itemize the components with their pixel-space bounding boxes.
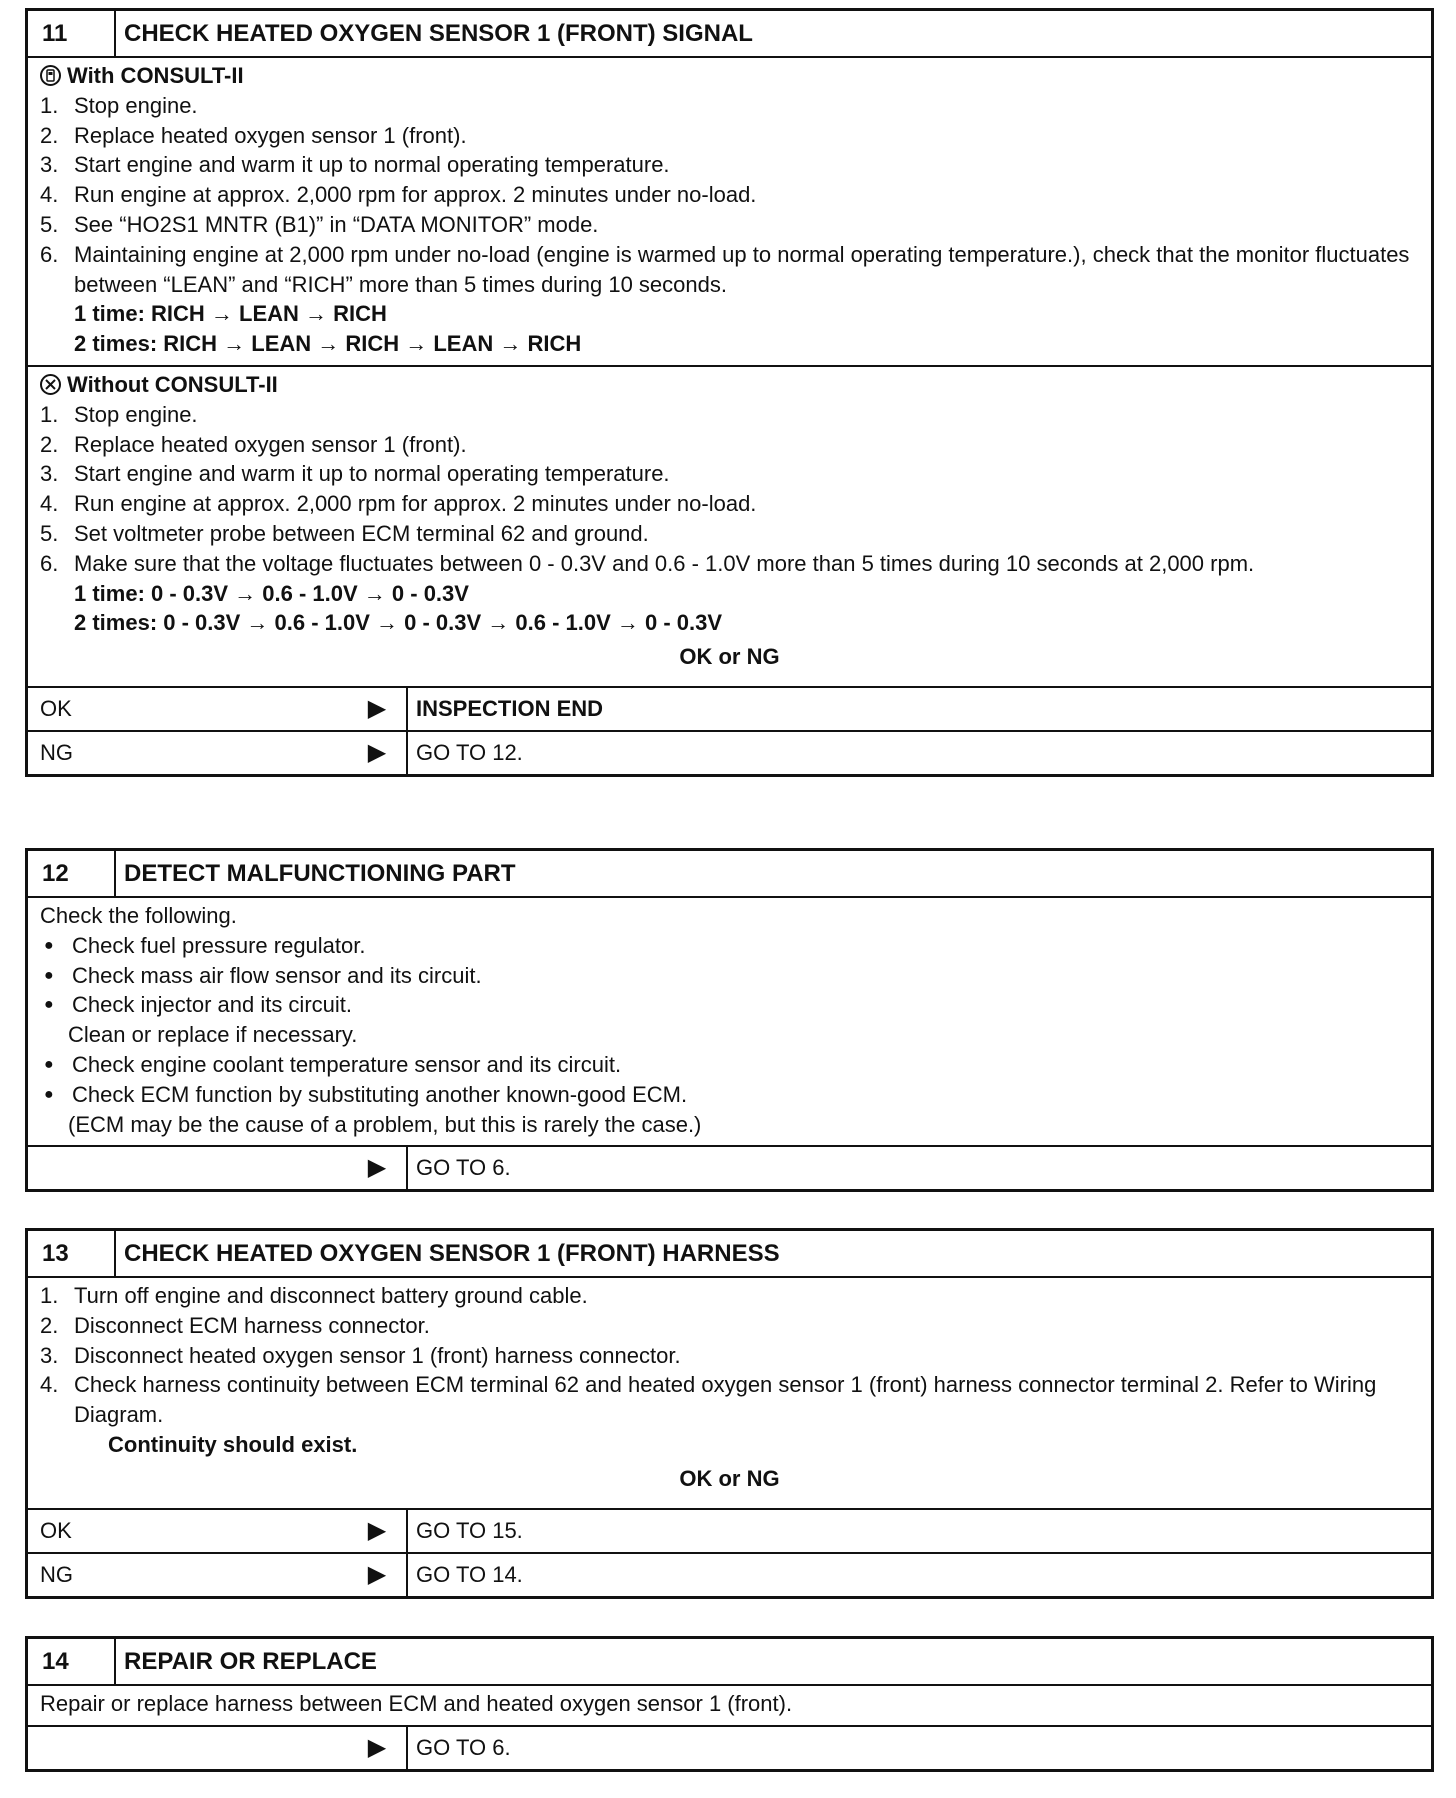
check-list-continued [40, 1050, 1419, 1110]
item-text: Check mass air flow sensor and its circuit. [72, 962, 482, 988]
result-row-ok[interactable] [28, 1508, 1431, 1552]
step-text: Start engine and warm it up to normal operating temperature. [74, 461, 670, 487]
result-label [28, 1727, 348, 1769]
item-text: Check injector and its circuit. [72, 992, 352, 1018]
arrow-cell [348, 1510, 408, 1552]
result-row-ng[interactable] [28, 730, 1431, 774]
list-item [40, 1341, 1419, 1371]
step-text: Disconnect heated oxygen sensor 1 (front) harness connector. [74, 1342, 681, 1368]
step-text: Check harness continuity between ECM terminal 62 and heated oxygen sensor 1 (front) harness connector terminal 2. Refer to Wiring Diagram. [74, 1372, 1377, 1428]
without-consult-section [28, 365, 1431, 686]
criteria-line: 2 times: 0 - 0.3V → 0.6 - 1.0V → 0 - 0.3V → 0.6 - 1.0V → 0 - 0.3V [74, 610, 723, 636]
step-text: Stop engine. [74, 401, 198, 427]
with-consult-heading-row [40, 61, 1419, 91]
step-num: 3. [40, 461, 59, 487]
result-label: NG [40, 739, 73, 765]
list-item [40, 519, 1419, 549]
play-arrow-icon: ▶ [367, 1154, 387, 1182]
instruction-text: Repair or replace harness between ECM and heated oxygen sensor 1 (front). [40, 1691, 793, 1716]
list-item [40, 459, 1419, 489]
step-text: Make sure that the voltage fluctuates between 0 - 0.3V and 0.6 - 1.0V more than 5 times during 10 seconds at 2,000 rpm. [74, 550, 1255, 576]
step-title: REPAIR OR REPLACE [124, 1647, 377, 1675]
list-item [40, 961, 1419, 991]
step-13-block [25, 1228, 1434, 1599]
without-consult-steps [40, 400, 1419, 579]
procedure-section [28, 1278, 1431, 1508]
step-num: 4. [40, 182, 59, 208]
step-text: Turn off engine and disconnect battery ground cable. [74, 1283, 588, 1308]
step-text: Replace heated oxygen sensor 1 (front). [74, 431, 467, 457]
list-item [40, 121, 1419, 151]
list-item [40, 1281, 1419, 1311]
result-label: OK [40, 695, 72, 721]
step-number: 13 [28, 1231, 116, 1276]
ok-or-ng-label: OK or NG [679, 1465, 780, 1491]
with-consult-section [28, 58, 1431, 365]
list-item [40, 549, 1419, 579]
item-text: Check engine coolant temperature sensor and its circuit. [72, 1051, 622, 1077]
list-item [40, 180, 1419, 210]
step-text: Disconnect ECM harness connector. [74, 1312, 430, 1338]
consult-tester-icon [40, 65, 61, 86]
step-num: 2. [40, 122, 59, 148]
list-item [40, 1080, 1419, 1110]
step-text: Replace heated oxygen sensor 1 (front). [74, 122, 467, 148]
check-list-section [28, 898, 1431, 1145]
step-title: CHECK HEATED OXYGEN SENSOR 1 (FRONT) HARNESS [124, 1239, 780, 1267]
arrow-cell [348, 1727, 408, 1769]
with-consult-heading: With CONSULT-II [67, 63, 244, 88]
arrow-cell [348, 1554, 408, 1596]
list-item [40, 1311, 1419, 1341]
step-text: Stop engine. [74, 92, 198, 118]
step-14-header [28, 1639, 1431, 1686]
step-13-header [28, 1231, 1431, 1278]
without-consult-heading-row [40, 370, 1419, 400]
without-consult-heading: Without CONSULT-II [67, 371, 278, 397]
instruction-section [28, 1686, 1431, 1725]
step-num: 1. [40, 92, 59, 118]
bullet-icon: ● [44, 996, 54, 1014]
list-item [40, 1050, 1419, 1080]
step-num: 1. [40, 401, 59, 427]
step-num: 6. [40, 241, 59, 267]
criteria-line: 2 times: RICH → LEAN → RICH → LEAN → RICH [74, 331, 582, 357]
play-arrow-icon: ▶ [367, 1733, 387, 1761]
item-text: Check ECM function by substituting another known-good ECM. [72, 1081, 688, 1107]
bullet-icon: ● [44, 1055, 54, 1073]
step-12-block [25, 848, 1434, 1192]
step-number: 14 [28, 1639, 116, 1684]
criteria-line: 1 time: 0 - 0.3V → 0.6 - 1.0V → 0 - 0.3V [74, 580, 469, 606]
list-item [40, 91, 1419, 121]
criteria-line: Continuity should exist. [108, 1431, 358, 1457]
step-num: 2. [40, 1312, 59, 1338]
procedure-steps [40, 1281, 1419, 1430]
arrow-cell [348, 1147, 408, 1189]
step-num: 5. [40, 211, 59, 237]
step-14-block [25, 1636, 1434, 1772]
step-title: DETECT MALFUNCTIONING PART [124, 859, 516, 887]
step-12-header [28, 851, 1431, 898]
result-label: NG [40, 1561, 73, 1587]
step-text: Maintaining engine at 2,000 rpm under no-load (engine is warmed up to normal operating temperature.), check that the monitor fluctuates between “LEAN” and “RICH” more than 5 times during 10 seconds. [74, 241, 1410, 297]
step-text: Set voltmeter probe between ECM terminal 62 and ground. [74, 520, 649, 546]
play-arrow-icon: ▶ [367, 1560, 387, 1588]
criteria-line: 1 time: RICH → LEAN → RICH [74, 301, 387, 327]
list-item [40, 931, 1419, 961]
bullet-icon: ● [44, 1085, 54, 1103]
step-num: 5. [40, 520, 59, 546]
list-item [40, 430, 1419, 460]
arrow-cell [348, 688, 408, 730]
item-note: (ECM may be the cause of a problem, but this is rarely the case.) [68, 1111, 702, 1137]
check-list [40, 931, 1419, 1020]
list-item [40, 990, 1419, 1020]
step-title: CHECK HEATED OXYGEN SENSOR 1 (FRONT) SIGNAL [124, 19, 753, 47]
result-row-ng[interactable] [28, 1552, 1431, 1596]
item-note: Clean or replace if necessary. [68, 1022, 358, 1048]
step-num: 6. [40, 550, 59, 576]
step-text: Run engine at approx. 2,000 rpm for approx. 2 minutes under no-load. [74, 491, 757, 517]
bullet-icon: ● [44, 966, 54, 984]
result-action: GO TO 6. [416, 1734, 511, 1760]
result-row[interactable] [28, 1145, 1431, 1189]
item-text: Check fuel pressure regulator. [72, 932, 366, 958]
result-row-ok[interactable] [28, 686, 1431, 730]
list-item [40, 400, 1419, 430]
list-item [40, 489, 1419, 519]
result-action: GO TO 15. [416, 1517, 523, 1543]
step-11-header [28, 11, 1431, 58]
step-text: See “HO2S1 MNTR (B1)” in “DATA MONITOR” mode. [74, 211, 599, 237]
result-action: GO TO 6. [416, 1155, 511, 1181]
step-text: Start engine and warm it up to normal operating temperature. [74, 152, 670, 178]
step-num: 3. [40, 1342, 59, 1368]
list-item [40, 210, 1419, 240]
arrow-cell [348, 732, 408, 774]
step-num: 2. [40, 431, 59, 457]
no-consult-icon [40, 374, 61, 395]
result-label: OK [40, 1517, 72, 1543]
result-action: GO TO 14. [416, 1561, 523, 1587]
step-num: 3. [40, 152, 59, 178]
step-number: 12 [28, 851, 116, 896]
step-num: 4. [40, 1372, 59, 1398]
result-label [28, 1147, 348, 1189]
result-action: INSPECTION END [416, 695, 604, 721]
ok-or-ng-label: OK or NG [679, 644, 780, 670]
list-item [40, 150, 1419, 180]
list-item [40, 240, 1419, 300]
list-item [40, 1370, 1419, 1430]
step-text: Run engine at approx. 2,000 rpm for approx. 2 minutes under no-load. [74, 182, 757, 208]
result-action: GO TO 12. [416, 739, 523, 765]
step-num: 1. [40, 1283, 59, 1308]
intro-text: Check the following. [40, 903, 237, 928]
bullet-icon: ● [44, 936, 54, 954]
result-row[interactable] [28, 1725, 1431, 1769]
play-arrow-icon: ▶ [367, 738, 387, 766]
play-arrow-icon: ▶ [367, 694, 387, 722]
play-arrow-icon: ▶ [367, 1516, 387, 1544]
step-num: 4. [40, 491, 59, 517]
with-consult-steps [40, 91, 1419, 300]
step-11-block [25, 8, 1434, 777]
step-number: 11 [28, 11, 116, 56]
